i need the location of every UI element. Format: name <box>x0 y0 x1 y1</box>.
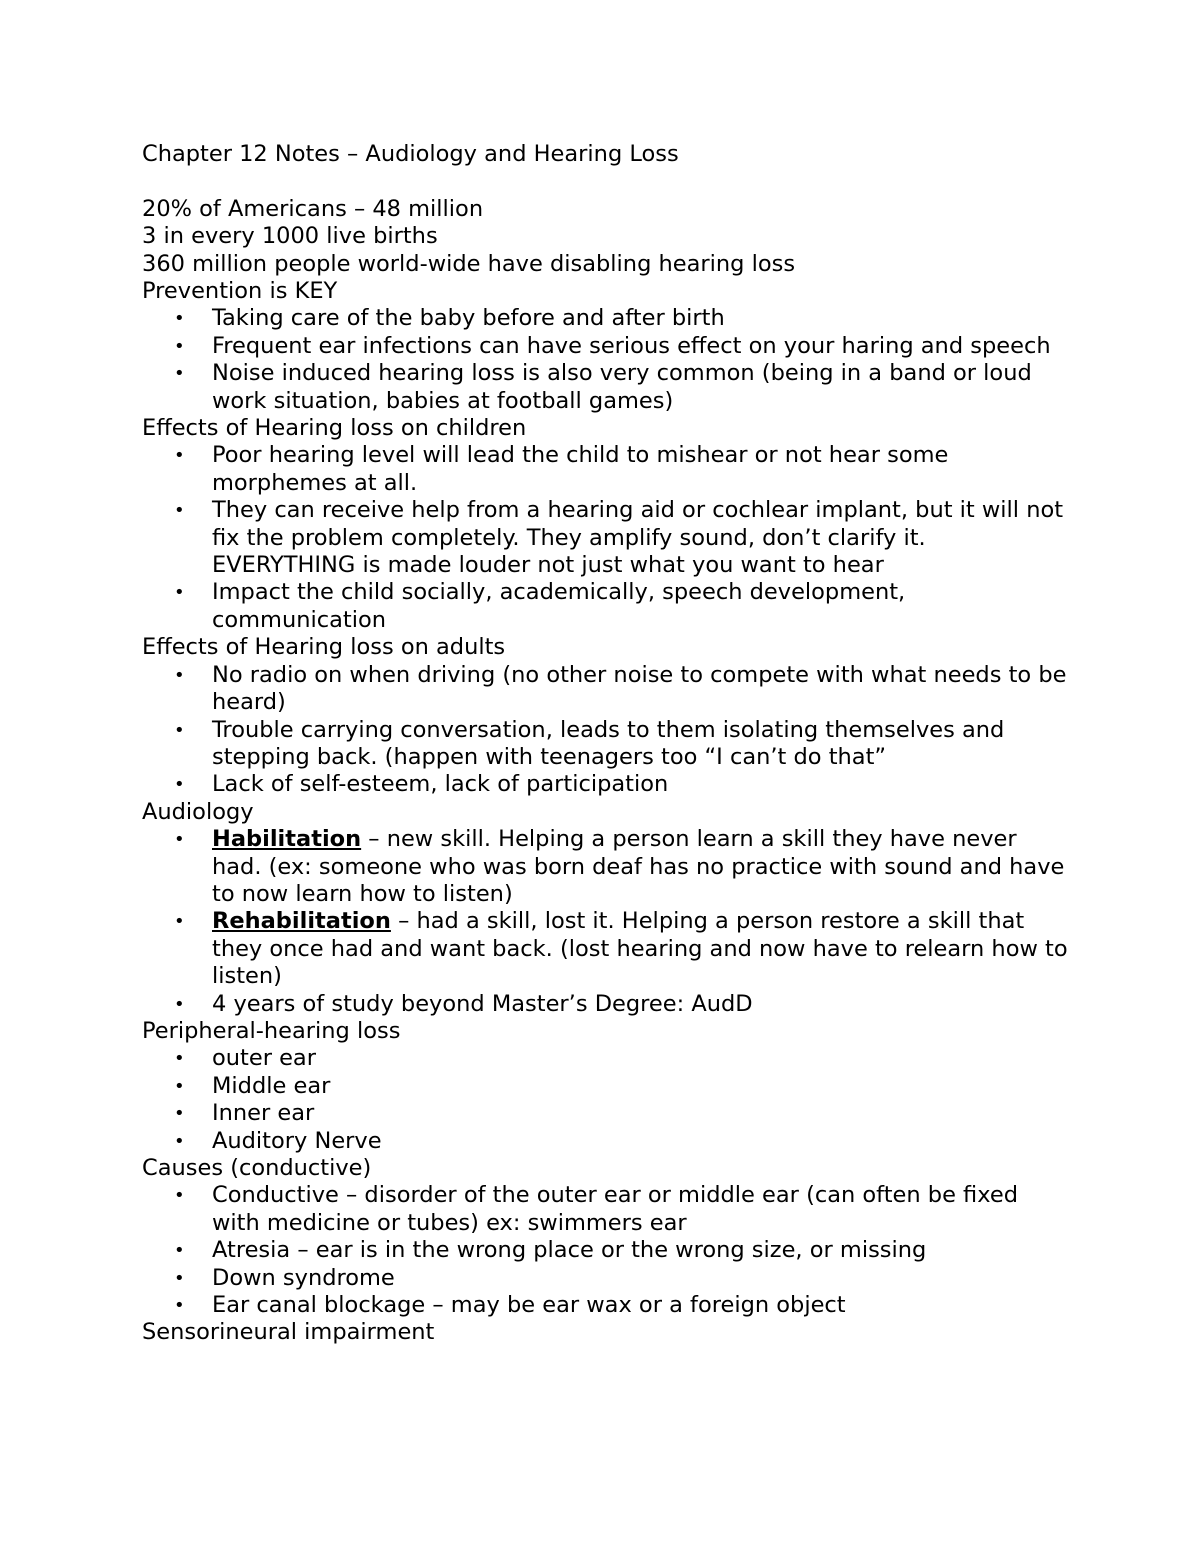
bullet-icon: • <box>174 335 185 357</box>
list-item-text: Inner ear <box>212 1100 315 1127</box>
list-item <box>142 771 1072 798</box>
document-page <box>142 141 1072 1347</box>
adults-effects-list <box>142 662 1072 799</box>
bullet-icon: • <box>174 774 185 796</box>
bullet-icon: • <box>174 582 185 604</box>
list-item-text: Atresia – ear is in the wrong place or the wrong size, or missing <box>212 1237 927 1264</box>
bullet-icon: • <box>174 1048 185 1070</box>
bullet-icon: • <box>174 1075 185 1097</box>
list-item <box>142 1265 1072 1292</box>
bullet-icon: • <box>174 1130 185 1152</box>
list-item <box>142 442 1072 497</box>
list-item <box>142 1128 1072 1155</box>
bullet-icon: • <box>174 719 185 741</box>
bullet-icon: • <box>174 308 185 330</box>
list-item-text: Lack of self-esteem, lack of participation <box>212 771 669 798</box>
peripheral-list <box>142 1045 1072 1155</box>
list-item <box>142 1182 1072 1237</box>
section-heading-audiology: Audiology <box>142 798 254 825</box>
list-item <box>142 662 1072 717</box>
bullet-icon: • <box>174 993 185 1015</box>
bullet-icon: • <box>174 1103 185 1125</box>
bullet-icon: • <box>174 829 185 851</box>
children-effects-list <box>142 442 1072 634</box>
list-item-text: Frequent ear infections can have serious effect on your haring and speech <box>212 332 1051 359</box>
section-heading-peripheral: Peripheral-hearing loss <box>142 1017 401 1044</box>
prevention-list <box>142 305 1072 415</box>
term-rehabilitation: Rehabilitation <box>212 908 391 935</box>
list-item <box>142 717 1072 772</box>
list-item <box>142 497 1072 579</box>
list-item-text: Impact the child socially, academically, speech development, communication <box>212 579 906 633</box>
section-heading-causes: Causes (conductive) <box>142 1155 372 1181</box>
list-item <box>142 1292 1072 1319</box>
list-item <box>142 579 1072 634</box>
list-item <box>142 360 1072 415</box>
list-item <box>142 826 1072 908</box>
list-item-text: Poor hearing level will lead the child to mishear or not hear some morphemes at all. <box>212 442 949 496</box>
list-item-text: outer ear <box>212 1045 316 1072</box>
list-item-text: Noise induced hearing loss is also very common (being in a band or loud work situation, babies at football games) <box>212 360 1032 414</box>
list-item-text: Conductive – disorder of the outer ear or middle ear (can often be fixed with medicine or tubes) ex: swimmers ear <box>212 1182 1018 1236</box>
blank-line <box>142 168 1072 195</box>
list-item-text: Ear canal blockage – may be ear wax or a foreign object <box>212 1292 846 1319</box>
list-item-text: Middle ear <box>212 1072 331 1099</box>
list-item <box>142 1073 1072 1100</box>
stat-line: 360 million people world-wide have disabling hearing loss <box>142 250 796 277</box>
list-item <box>142 333 1072 360</box>
section-heading-children: Effects of Hearing loss on children <box>142 415 527 442</box>
bullet-icon: • <box>174 911 185 933</box>
audiology-list <box>142 826 1072 1018</box>
term-habilitation: Habilitation <box>212 826 362 853</box>
bullet-icon: • <box>174 1185 185 1207</box>
document-title: Chapter 12 Notes – Audiology and Hearing Loss <box>142 141 679 167</box>
section-heading-sensorineural: Sensorineural impairment <box>142 1319 435 1346</box>
list-item-text: Trouble carrying conversation, leads to them isolating themselves and stepping back. (happen with teenagers too “I can’t do that” <box>212 716 1005 770</box>
list-item-text: They can receive help from a hearing aid or cochlear implant, but it will not fix the problem completely. They amplify sound, don’t clarify it. EVERYTHING is made louder not just what you want to hear <box>212 497 1064 579</box>
stat-line: 3 in every 1000 live births <box>142 223 438 250</box>
section-heading-adults: Effects of Hearing loss on adults <box>142 634 506 661</box>
list-item <box>142 991 1072 1018</box>
list-item-text: Taking care of the baby before and after birth <box>212 305 725 332</box>
list-item <box>142 1045 1072 1072</box>
list-item-text: – new skill. Helping a person learn a skill they have never had. (ex: someone who was born deaf has no practice with sound and have to now learn how to listen) <box>212 826 1065 907</box>
stat-line: 20% of Americans – 48 million <box>142 195 484 222</box>
bullet-icon: • <box>174 1240 185 1262</box>
causes-list <box>142 1182 1072 1319</box>
section-heading-prevention: Prevention is KEY <box>142 278 338 304</box>
list-item <box>142 908 1072 990</box>
list-item-text: – had a skill, lost it. Helping a person restore a skill that they once had and want back. (lost hearing and now have to relearn how to listen) <box>212 908 1068 990</box>
bullet-icon: • <box>174 1295 185 1317</box>
list-item-text: Auditory Nerve <box>212 1127 382 1154</box>
bullet-icon: • <box>174 664 185 686</box>
bullet-icon: • <box>174 445 185 467</box>
bullet-icon: • <box>174 363 185 385</box>
list-item <box>142 305 1072 332</box>
list-item-text: Down syndrome <box>212 1264 395 1291</box>
list-item <box>142 1237 1072 1264</box>
list-item-text: 4 years of study beyond Master’s Degree: AudD <box>212 990 753 1017</box>
list-item <box>142 1100 1072 1127</box>
bullet-icon: • <box>174 1267 185 1289</box>
list-item-text: No radio on when driving (no other noise to compete with what needs to be heard) <box>212 661 1067 716</box>
bullet-icon: • <box>174 500 185 522</box>
